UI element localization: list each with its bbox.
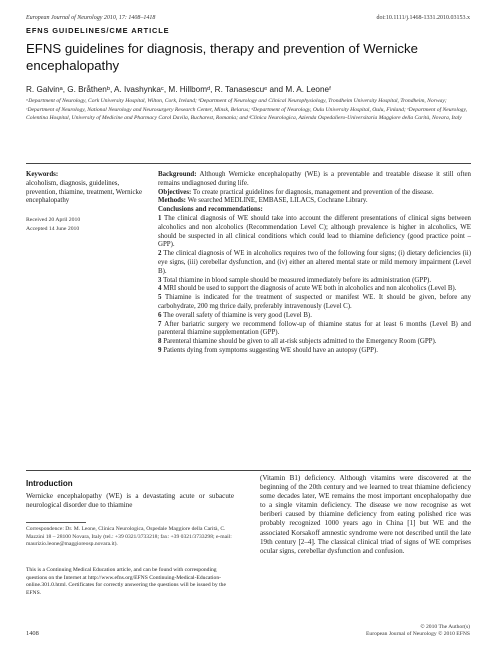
objectives-text: To create practical guidelines for diagnosis, management and prevention of the disease.	[192, 188, 434, 196]
keywords-text: alcoholism, diagnosis, guidelines, prevention, thiamine, treatment, Wernicke encephalopathy	[26, 179, 143, 205]
item-number: 7	[158, 320, 162, 328]
introduction-col1: Wernicke encephalopathy (WE) is a devastating acute or subacute neurological disorder due to thiamine	[26, 492, 234, 510]
methods-label: Methods:	[158, 197, 186, 205]
item-text: After bariatric surgery we recommend follow-up of thiamine status for at least 6 months (Level B) and parenteral thiamine supplementation (GPP).	[158, 320, 471, 337]
keywords-label: Keywords:	[26, 171, 59, 178]
item-text: MRI should be used to support the diagnosis of acute WE both in alcoholics and non alcoholics (Level B).	[163, 285, 457, 293]
accepted-date: Accepted 14 June 2010	[26, 225, 80, 232]
recommendation-item	[158, 277, 471, 286]
item-number: 2	[158, 250, 162, 258]
journal-citation: European Journal of Neurology 2010, 17: 1408–1418	[26, 15, 156, 21]
recommendation-item	[158, 338, 471, 347]
cme-note: This is a Continuing Medical Education article, and can be found with corresponding questions on the Internet at http://www.efns.org/EFNS Continuing-Medical-Education-online.301.0.html. Certificates for correctly answering the questions will be issued by the EFNS.	[26, 567, 226, 596]
section-label: EFNS GUIDELINES/CME ARTICLE	[26, 26, 170, 35]
article-dates	[26, 216, 151, 233]
background-label: Background:	[158, 171, 197, 178]
correspondence: Correspondence: Dr. M. Leone, Clinica Neurologica, Ospedale Maggiore della Carità, C. Mazzini 18 – 28100 Novara, Italy (tel.: +39 0321/3733218; fax: +39 0321/3733298; e-mail: maurizio.leone@maggioreosp.novara.it).	[26, 526, 232, 548]
item-text: The clinical diagnosis of WE in alcoholics requires two of the following four signs; (i) dietary deficiencies (ii) eye signs, (iii) cerebellar dysfunction, and (iv) either an altered mental state or mild memory impairment (Level B).	[158, 250, 471, 275]
item-number: 4	[158, 285, 162, 293]
divider	[26, 470, 471, 471]
copyright-journal: European Journal of Neurology © 2010 EFNS	[366, 631, 470, 638]
abstract-conclusions-heading	[158, 206, 471, 215]
recommendation-item	[158, 294, 471, 312]
item-number: 6	[158, 311, 162, 319]
item-text: Thiamine is indicated for the treatment of suspected or manifest WE. It should be given, before any carbohydrate, 200 mg thrice daily, preferably intravenously (Level C).	[158, 294, 472, 310]
copyright	[366, 624, 470, 638]
footnote-divider	[26, 522, 86, 523]
objectives-label: Objectives:	[158, 188, 192, 196]
recommendation-item	[158, 347, 471, 356]
recommendation-item	[158, 285, 471, 294]
item-text: The overall safety of thiamine is very good (Level B).	[163, 311, 312, 319]
abstract-objectives	[158, 189, 471, 198]
item-number: 8	[158, 338, 162, 346]
recommendation-item	[158, 250, 471, 276]
recommendation-item	[158, 321, 471, 339]
keywords-box	[26, 171, 151, 233]
introduction-col2: (Vitamin B1) deficiency. Although vitamins were discovered at the beginning of the 20th century and we learned to treat thiamine deficiency some decades later, WE remains the most important encephalopathy due to a single vitamin deficiency. The disease we now recognise as wet beriberi caused by thiamine deficiency from eating polished rice was probably recognized 1000 years ago in China [1] but WE and the associated Korsakoff amnestic syndrome were not described until the late 19th century [2–4]. The classical clinical triad of signs of WE comprises ocular signs, cerebellar dysfunction and confusion.	[260, 474, 471, 555]
doi[interactable]: doi:10.1111/j.1468-1331.2010.03153.x	[376, 15, 470, 21]
authors: R. Galvinᵃ, G. Bråthenᵇ, A. Ivashynkaᶜ, M. Hillbomᵈ, R. Tanasescuᵉ and M. A. Leoneᶠ	[26, 85, 331, 94]
abstract	[158, 171, 471, 356]
item-number: 3	[158, 276, 162, 284]
received-date: Received 20 April 2010	[26, 217, 81, 224]
recommendation-item	[158, 312, 471, 321]
article-title: EFNS guidelines for diagnosis, therapy and prevention of Wernicke encephalopathy	[26, 41, 418, 73]
conclusions-label: Conclusions and recommendations:	[158, 206, 263, 214]
abstract-methods	[158, 197, 471, 206]
divider	[26, 163, 471, 164]
introduction-heading: Introduction	[26, 479, 73, 488]
item-text: The clinical diagnosis of WE should take into account the different presentations of clinical signs between alcoholics and non alcoholics (Recommendation Level C); although prevalence is higher in alcoholics, WE should be suspected in all clinical conditions which could lead to thiamine deficiency (good practice point – GPP).	[158, 214, 471, 249]
item-text: Parenteral thiamine should be given to all at-risk subjects admitted to the Emergency Room (GPP).	[163, 338, 437, 346]
item-text: Patients dying from symptoms suggesting WE should have an autopsy (GPP).	[163, 346, 378, 354]
abstract-background	[158, 171, 471, 189]
item-number: 1	[158, 214, 162, 222]
item-number: 9	[158, 346, 162, 354]
page-number: 1408	[26, 630, 39, 637]
methods-text: We searched MEDLINE, EMBASE, LILACS, Cochrane Library.	[187, 197, 368, 205]
copyright-author: © 2010 The Author(s)	[420, 624, 470, 630]
affiliations: ᵃDepartment of Neurology, Cork University Hospital, Wilton, Cork, Ireland; ᵇDepartment of Neurology and Clinical Neurophysiology, Trondheim University Hospital, Trondheim, Norway; ᶜDepartment of Neurology, National Neurology and Neurosurgery Research Center, Minsk, Belarus; ᵈDepartment of Neurology, Oulu University Hospital, Oulu, Finland; ᵉDepartment of Neurology, Colentina Hospital, University of Medicine and Pharmacy Carol Davila, Bucharest, Romania; and ᶠClinica Neurologica, Azienda Ospedaliero-Universitaria Maggiore della Carità, Novara, Italy	[26, 98, 468, 121]
background-text: Although Wernicke encephalopathy (WE) is a preventable and treatable disease it still often remains undiagnosed during life.	[158, 171, 472, 187]
item-text: Total thiamine in blood sample should be measured immediately before its administration (GPP).	[163, 276, 432, 284]
item-number: 5	[158, 294, 162, 302]
recommendation-item	[158, 215, 471, 250]
